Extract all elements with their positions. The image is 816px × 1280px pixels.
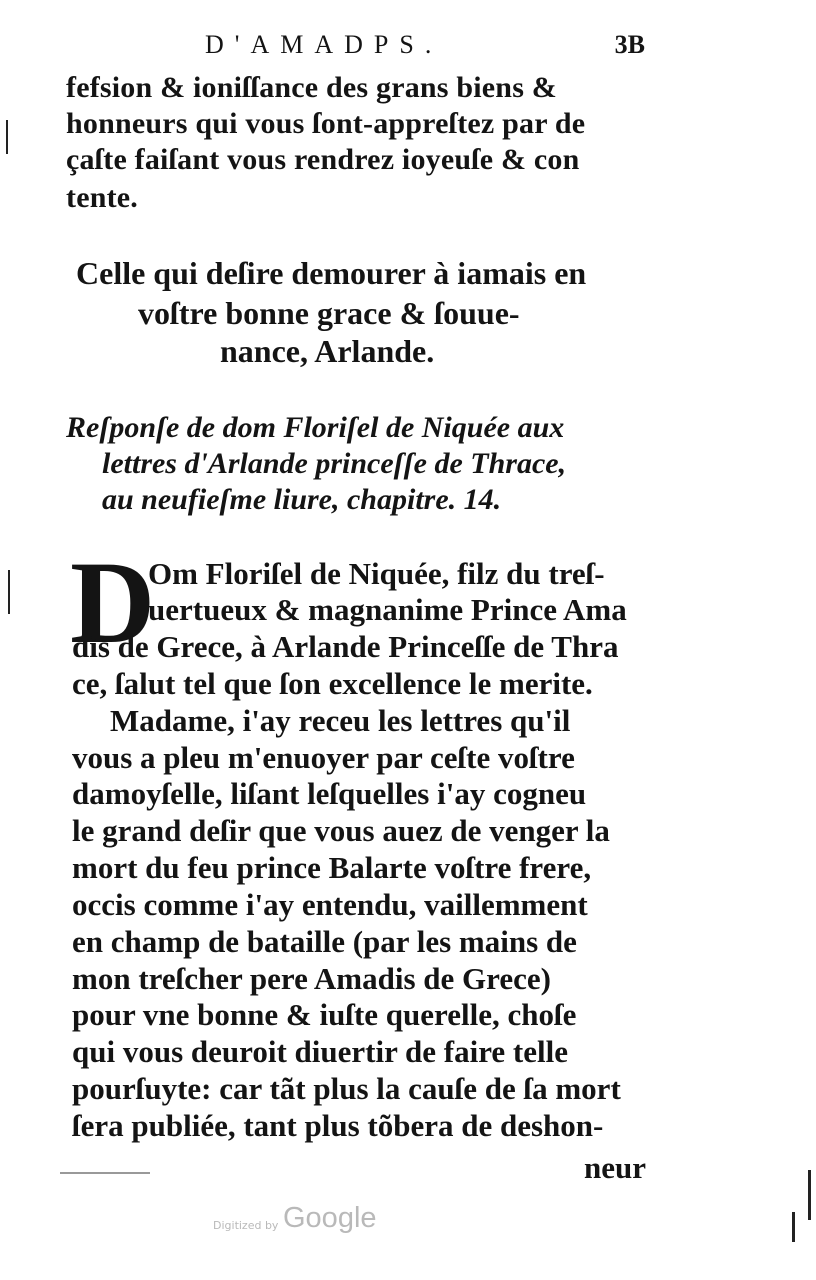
watermark-small-text: Digitized by — [213, 1219, 279, 1232]
page-header — [205, 30, 645, 70]
drop-cap: D — [70, 537, 156, 668]
scan-mark — [60, 1172, 150, 1174]
body-line: qui vous deuroit diuertir de faire telle — [72, 1034, 568, 1069]
body-line: mon treſcher pere Amadis de Grece) — [72, 961, 551, 996]
watermark-logo-text: Google — [283, 1202, 377, 1234]
body-line: pourſuyte: car tãt plus la cauſe de ſa mort — [72, 1071, 621, 1106]
catchword: neur — [584, 1150, 646, 1185]
running-head: D'AMADPS. — [205, 30, 443, 59]
continued-line: honneurs qui vous ſont-appreſtez par de — [66, 107, 586, 140]
scan-mark — [8, 570, 10, 614]
body-line: ſera publiée, tant plus tõbera de deshon- — [72, 1108, 604, 1143]
body-line: le grand deſir que vous auez de venger la — [72, 813, 610, 848]
scan-mark — [792, 1212, 795, 1242]
body-line: pour vne bonne & iuſte querelle, choſe — [72, 997, 577, 1032]
digitization-watermark — [213, 1202, 413, 1242]
chapter-heading-line: lettres d'Arlande princeſſe de Thrace, — [102, 447, 567, 480]
body-line: en champ de bataille (par les mains de — [72, 924, 577, 959]
signature-line: voſtre bonne grace & ſouue- — [138, 295, 520, 331]
body-line: damoyſelle, liſant leſquelles i'ay cogneu — [72, 776, 587, 811]
body-line: vous a pleu m'enuoyer par ceſte voſtre — [72, 740, 575, 775]
body-line: mort du feu prince Balarte voſtre frere, — [72, 850, 592, 885]
body-line: Madame, i'ay receu les lettres qu'il — [110, 703, 571, 738]
body-line: uertueux & magnanime Prince Ama — [148, 592, 627, 627]
continued-line: tente. — [66, 181, 138, 214]
chapter-heading-line: au neufieſme liure, chapitre. 14. — [102, 483, 502, 516]
signature-line: nance, Arlande. — [220, 333, 435, 369]
body-line: Om Floriſel de Niquée, filz du treſ- — [148, 556, 605, 591]
body-line: ce, ſalut tel que ſon excellence le merite. — [72, 666, 593, 701]
continued-line: çaſte faiſant vous rendrez ioyeuſe & con — [66, 143, 580, 176]
body-line: dis de Grece, à Arlande Princeſſe de Thra — [72, 629, 619, 664]
scan-mark — [808, 1170, 811, 1220]
scan-mark — [6, 120, 8, 154]
body-line: occis comme i'ay entendu, vaillemment — [72, 887, 588, 922]
chapter-heading-line: Reſponſe de dom Floriſel de Niquée aux — [66, 411, 565, 444]
signature-line: Celle qui deſire demourer à iamais en — [76, 255, 587, 291]
continued-line: fefsion & ioniſſance des grans biens & — [66, 71, 557, 104]
folio-number: 3B — [614, 30, 645, 59]
